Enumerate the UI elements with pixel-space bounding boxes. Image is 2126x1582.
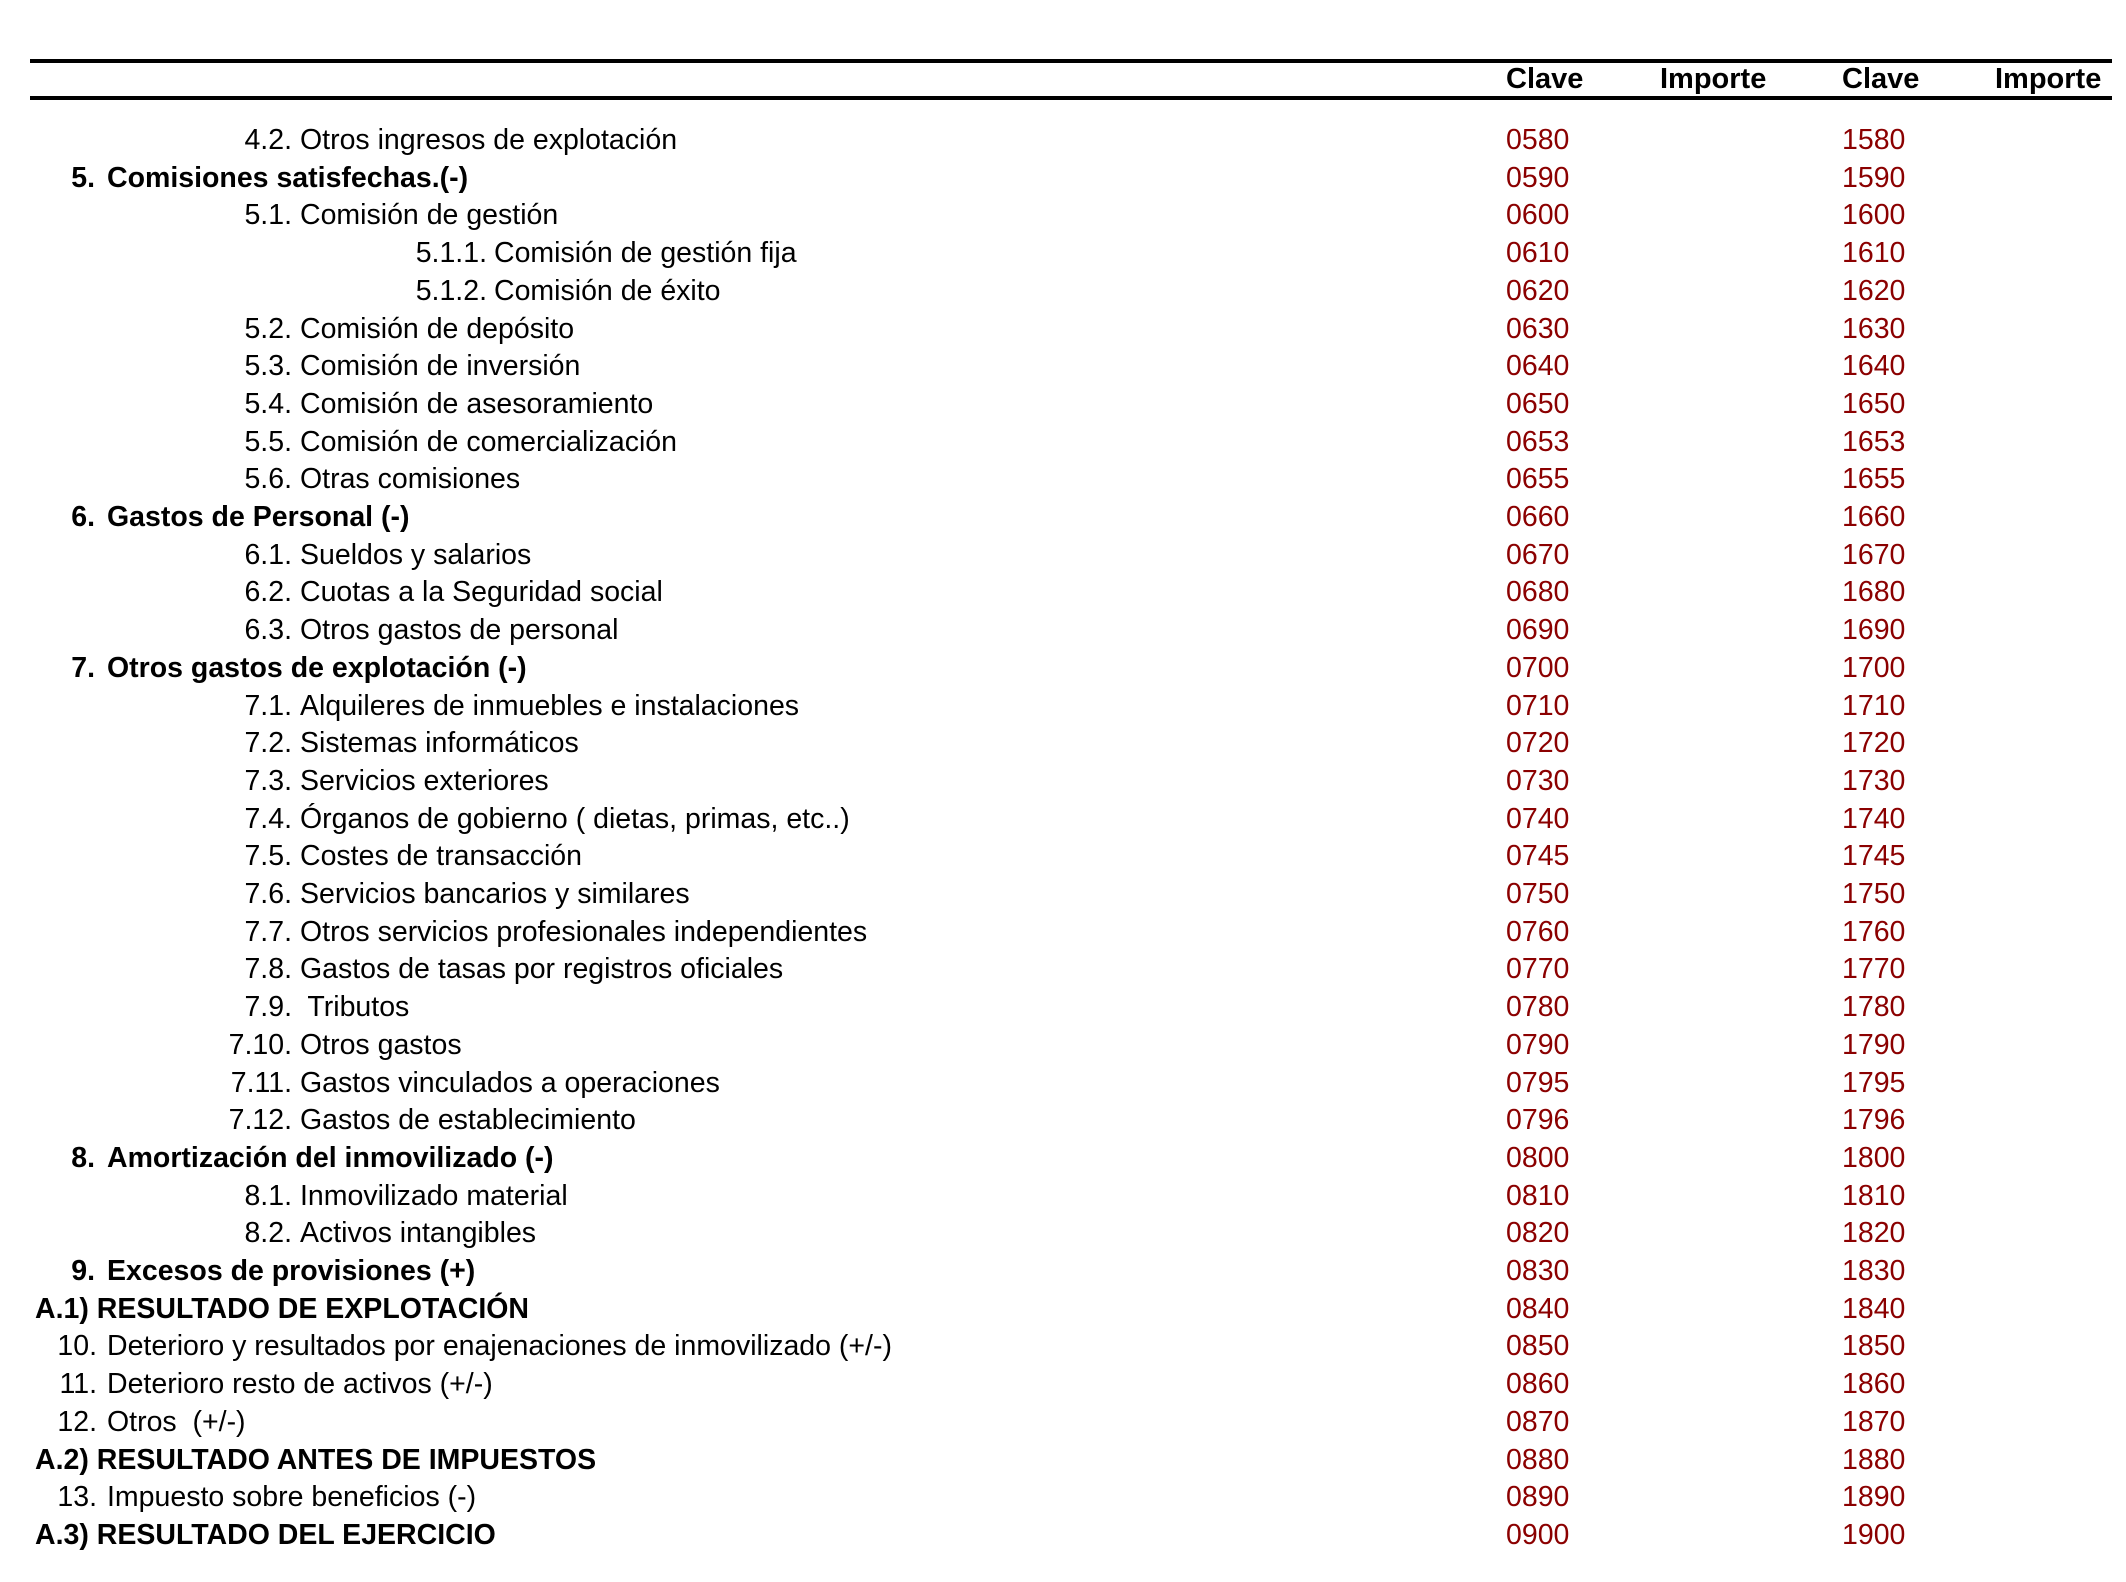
- row-clave-1: 0760: [1506, 915, 1570, 948]
- table-row: [0, 536, 2126, 574]
- table-row: [0, 1139, 2126, 1177]
- table-row: [0, 988, 2126, 1026]
- table-row: [0, 385, 2126, 423]
- row-clave-1: 0796: [1506, 1104, 1570, 1137]
- table-row: [0, 1252, 2126, 1290]
- row-label: A.3) RESULTADO DEL EJERCICIO: [35, 1518, 496, 1551]
- row-number: 4.2.: [244, 124, 292, 156]
- row-clave-1: 0840: [1506, 1292, 1570, 1325]
- row-clave-1: 0700: [1506, 651, 1570, 684]
- bottom-rule: [30, 96, 2112, 100]
- row-clave-2: 1740: [1842, 802, 1906, 835]
- row-clave-2: 1850: [1842, 1330, 1906, 1363]
- row-clave-2: 1680: [1842, 576, 1906, 609]
- row-clave-1: 0710: [1506, 689, 1570, 722]
- row-clave-2: 1820: [1842, 1217, 1906, 1250]
- row-label: Tributos: [300, 991, 410, 1024]
- header-importe-1: Importe: [1660, 63, 1767, 95]
- table-row: [0, 687, 2126, 725]
- row-clave-1: 0790: [1506, 1028, 1570, 1061]
- table-row: [0, 1365, 2126, 1403]
- row-label: Comisión de gestión: [300, 199, 559, 232]
- row-label: Gastos de establecimiento: [300, 1104, 636, 1137]
- row-clave-2: 1660: [1842, 501, 1906, 533]
- row-clave-1: 0900: [1506, 1518, 1570, 1551]
- row-clave-1: 0780: [1506, 991, 1570, 1024]
- table-row: [0, 950, 2126, 988]
- row-clave-2: 1655: [1842, 463, 1906, 496]
- table-row: [0, 1101, 2126, 1139]
- row-clave-1: 0655: [1506, 463, 1570, 496]
- row-clave-1: 0600: [1506, 199, 1570, 232]
- row-number: 7.9.: [244, 991, 292, 1024]
- row-number: 9.: [71, 1255, 95, 1287]
- table-row: [0, 121, 2126, 159]
- row-label: Amortización del inmovilizado (-): [107, 1141, 554, 1174]
- row-clave-2: 1870: [1842, 1405, 1906, 1438]
- row-number: 11.: [59, 1368, 97, 1401]
- row-label: Comisión de depósito: [300, 312, 575, 345]
- row-number: 6.2.: [244, 576, 292, 609]
- row-number: 5.4.: [244, 387, 292, 420]
- row-clave-2: 1795: [1842, 1066, 1906, 1099]
- row-clave-1: 0730: [1506, 764, 1570, 797]
- row-label: Excesos de provisiones (+): [107, 1255, 476, 1287]
- row-label: Cuotas a la Seguridad social: [300, 576, 663, 609]
- row-label: Otros ingresos de explotación: [300, 124, 678, 156]
- table-row: [0, 423, 2126, 461]
- row-label: A.2) RESULTADO ANTES DE IMPUESTOS: [35, 1443, 597, 1476]
- row-clave-2: 1800: [1842, 1141, 1906, 1174]
- row-clave-2: 1745: [1842, 840, 1906, 873]
- row-number: 8.2.: [244, 1217, 292, 1250]
- row-clave-1: 0810: [1506, 1179, 1570, 1212]
- table-row: [0, 498, 2126, 536]
- row-label: Sueldos y salarios: [300, 538, 532, 571]
- row-number: 5.: [71, 161, 95, 194]
- row-label: Comisión de comercialización: [300, 425, 677, 458]
- row-clave-1: 0820: [1506, 1217, 1570, 1250]
- row-label: Comisión de asesoramiento: [300, 387, 654, 420]
- table-row: [0, 460, 2126, 498]
- row-number: 7.2.: [244, 727, 292, 760]
- row-number: 5.5.: [244, 425, 292, 458]
- row-clave-1: 0880: [1506, 1443, 1570, 1476]
- row-number: 5.3.: [244, 350, 292, 383]
- table-row: [0, 1290, 2126, 1328]
- row-clave-1: 0795: [1506, 1066, 1570, 1099]
- row-clave-1: 0830: [1506, 1255, 1570, 1287]
- row-clave-1: 0690: [1506, 614, 1570, 647]
- row-clave-1: 0580: [1506, 124, 1570, 156]
- row-clave-2: 1840: [1842, 1292, 1906, 1325]
- row-clave-1: 0870: [1506, 1405, 1570, 1438]
- table-row: [0, 1214, 2126, 1252]
- table-row: [0, 1177, 2126, 1215]
- row-clave-1: 0750: [1506, 878, 1570, 910]
- row-number: 7.8.: [244, 953, 292, 986]
- table-row: [0, 762, 2126, 800]
- row-clave-2: 1700: [1842, 651, 1906, 684]
- row-clave-1: 0740: [1506, 802, 1570, 835]
- row-clave-1: 0800: [1506, 1141, 1570, 1174]
- table-row: [0, 1026, 2126, 1064]
- table-row: [0, 1516, 2126, 1554]
- table-row: [0, 272, 2126, 310]
- row-number: 13.: [57, 1481, 97, 1514]
- row-clave-2: 1900: [1842, 1518, 1906, 1551]
- row-label: Deterioro y resultados por enajenaciones de inmovilizado (+/-): [107, 1330, 892, 1363]
- row-clave-1: 0650: [1506, 387, 1570, 420]
- table-row: [0, 196, 2126, 234]
- table-row: [0, 347, 2126, 385]
- table-row: [0, 800, 2126, 838]
- row-number: 5.2.: [244, 312, 292, 345]
- row-label: Costes de transacción: [300, 840, 582, 873]
- row-label: Otros gastos de explotación (-): [107, 651, 527, 684]
- row-clave-2: 1590: [1842, 161, 1906, 194]
- row-label: Servicios exteriores: [300, 764, 549, 797]
- row-clave-2: 1580: [1842, 124, 1906, 156]
- row-label: Sistemas informáticos: [300, 727, 579, 760]
- row-label: Deterioro resto de activos (+/-): [107, 1368, 493, 1401]
- row-clave-1: 0860: [1506, 1368, 1570, 1401]
- row-clave-1: 0653: [1506, 425, 1570, 458]
- row-number: 8.1.: [244, 1179, 292, 1212]
- row-clave-1: 0620: [1506, 274, 1570, 307]
- row-clave-2: 1880: [1842, 1443, 1906, 1476]
- row-number: 10.: [57, 1330, 97, 1363]
- row-number: 5.1.2.: [415, 274, 487, 307]
- row-clave-2: 1710: [1842, 689, 1906, 722]
- row-label: Alquileres de inmuebles e instalaciones: [300, 689, 800, 722]
- row-clave-1: 0720: [1506, 727, 1570, 760]
- row-number: 8.: [71, 1141, 95, 1174]
- row-number: 7.4.: [244, 802, 292, 835]
- top-rule: [30, 59, 2112, 63]
- row-clave-2: 1760: [1842, 915, 1906, 948]
- table-row: [0, 913, 2126, 951]
- row-number: 7.3.: [244, 764, 292, 797]
- row-number: 7.11.: [230, 1066, 292, 1099]
- row-number: 7.: [71, 651, 95, 684]
- row-number: 7.7.: [244, 915, 292, 948]
- row-clave-2: 1650: [1842, 387, 1906, 420]
- row-clave-1: 0680: [1506, 576, 1570, 609]
- row-number: 6.1.: [244, 538, 292, 571]
- table-row: [0, 611, 2126, 649]
- row-clave-1: 0640: [1506, 350, 1570, 383]
- table-row: [0, 573, 2126, 611]
- row-clave-2: 1640: [1842, 350, 1906, 383]
- row-number: 7.12.: [228, 1104, 292, 1137]
- row-clave-2: 1690: [1842, 614, 1906, 647]
- row-clave-2: 1730: [1842, 764, 1906, 797]
- row-number: 5.1.: [244, 199, 292, 232]
- row-label: Otros (+/-): [107, 1405, 246, 1438]
- row-label: Gastos vinculados a operaciones: [300, 1066, 720, 1099]
- row-label: Servicios bancarios y similares: [300, 878, 690, 910]
- table-row: [0, 1327, 2126, 1365]
- row-number: 7.6.: [244, 878, 292, 910]
- row-clave-2: 1620: [1842, 274, 1906, 307]
- header-clave-1: Clave: [1506, 63, 1584, 95]
- row-clave-1: 0745: [1506, 840, 1570, 873]
- table-row: [0, 875, 2126, 913]
- table-row: [0, 234, 2126, 272]
- row-number: 7.5.: [244, 840, 292, 873]
- row-label: Otras comisiones: [300, 463, 521, 496]
- row-label: Órganos de gobierno ( dietas, primas, etc..): [300, 802, 850, 835]
- row-clave-2: 1720: [1842, 727, 1906, 760]
- row-label: Gastos de Personal (-): [107, 501, 410, 533]
- row-clave-1: 0890: [1506, 1481, 1570, 1514]
- table-row: [0, 310, 2126, 348]
- row-label: Inmovilizado material: [300, 1179, 568, 1212]
- row-clave-2: 1860: [1842, 1368, 1906, 1401]
- row-number: 5.1.1.: [415, 237, 487, 270]
- row-number: 6.3.: [244, 614, 292, 647]
- row-clave-2: 1830: [1842, 1255, 1906, 1287]
- row-label: Otros gastos de personal: [300, 614, 619, 647]
- row-clave-2: 1780: [1842, 991, 1906, 1024]
- row-clave-1: 0660: [1506, 501, 1570, 533]
- row-clave-2: 1653: [1842, 425, 1906, 458]
- row-clave-2: 1810: [1842, 1179, 1906, 1212]
- row-label: Gastos de tasas por registros oficiales: [300, 953, 784, 986]
- row-label: Otros gastos: [300, 1028, 462, 1061]
- row-number: 7.10.: [228, 1028, 292, 1061]
- row-number: 6.: [71, 501, 95, 533]
- row-number: 12.: [57, 1405, 97, 1438]
- row-label: Comisión de inversión: [300, 350, 581, 383]
- row-clave-2: 1770: [1842, 953, 1906, 986]
- table-row: [0, 1441, 2126, 1479]
- row-clave-1: 0590: [1506, 161, 1570, 194]
- row-clave-2: 1600: [1842, 199, 1906, 232]
- row-clave-2: 1790: [1842, 1028, 1906, 1061]
- table-row: [0, 159, 2126, 197]
- row-label: A.1) RESULTADO DE EXPLOTACIÓN: [35, 1292, 530, 1325]
- row-label: Activos intangibles: [300, 1217, 537, 1250]
- row-clave-2: 1630: [1842, 312, 1906, 345]
- table-row: [0, 1403, 2126, 1441]
- header-clave-2: Clave: [1842, 63, 1920, 95]
- table-row: [0, 837, 2126, 875]
- row-clave-2: 1670: [1842, 538, 1906, 571]
- header-importe-2: Importe: [1995, 63, 2102, 95]
- row-clave-2: 1750: [1842, 878, 1906, 910]
- row-label: Comisiones satisfechas.(-): [107, 161, 469, 194]
- row-clave-1: 0770: [1506, 953, 1570, 986]
- row-clave-2: 1610: [1842, 237, 1906, 270]
- row-clave-1: 0670: [1506, 538, 1570, 571]
- table-row: [0, 649, 2126, 687]
- row-label: Otros servicios profesionales independientes: [300, 915, 868, 948]
- table-row: [0, 1478, 2126, 1516]
- row-clave-2: 1890: [1842, 1481, 1906, 1514]
- row-clave-1: 0850: [1506, 1330, 1570, 1363]
- row-label: Comisión de éxito: [494, 274, 721, 307]
- row-number: 7.1.: [244, 689, 292, 722]
- row-label: Comisión de gestión fija: [494, 237, 797, 270]
- row-label: Impuesto sobre beneficios (-): [107, 1481, 477, 1514]
- row-clave-1: 0610: [1506, 237, 1570, 270]
- row-number: 5.6.: [244, 463, 292, 496]
- table-row: [0, 1064, 2126, 1102]
- row-clave-1: 0630: [1506, 312, 1570, 345]
- row-clave-2: 1796: [1842, 1104, 1906, 1137]
- table-row: [0, 724, 2126, 762]
